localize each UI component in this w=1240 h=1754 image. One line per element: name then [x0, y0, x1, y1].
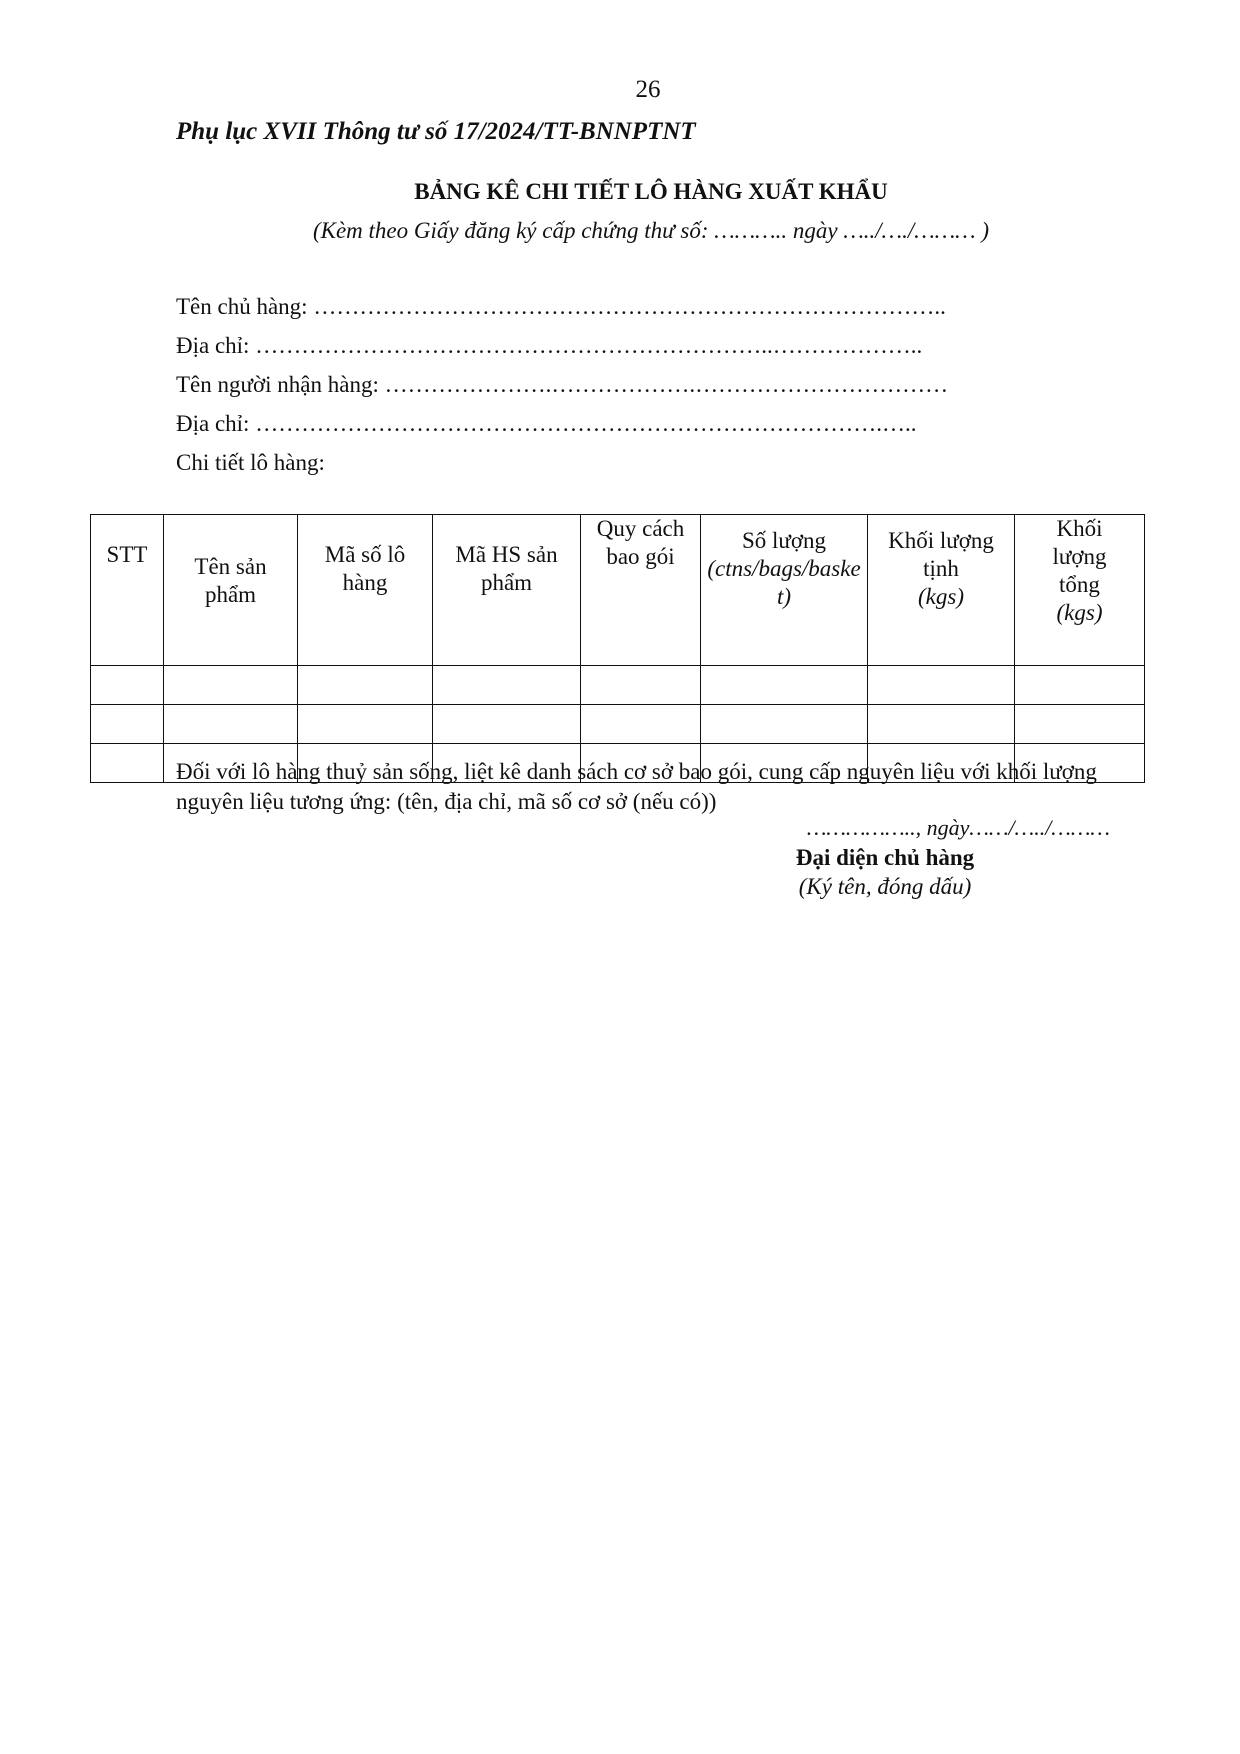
header-packing: Quy cách bao gói	[581, 515, 701, 666]
owner-name-field	[176, 294, 946, 320]
lot-details-label: Chi tiết lô hàng:	[176, 450, 325, 475]
document-subtitle: (Kèm theo Giấy đăng ký cấp chứng thư số: ……….. ngày …../…./……… )	[312, 218, 990, 243]
table-row	[91, 705, 1145, 744]
appendix-reference: Phụ lục XVII Thông tư số 17/2024/TT-BNNPTNT	[176, 118, 696, 145]
lot-details-heading	[176, 450, 325, 476]
consignee-address-dots: ……………………………………………………………………….…..	[255, 411, 917, 436]
table-cell[interactable]	[701, 666, 868, 705]
signature-date-line: …………….., ngày……/…../………	[806, 815, 1110, 840]
table-cell[interactable]	[581, 705, 701, 744]
table-cell[interactable]	[298, 666, 433, 705]
table-cell[interactable]	[298, 705, 433, 744]
table-cell[interactable]	[868, 705, 1015, 744]
table-cell[interactable]	[581, 666, 701, 705]
owner-name-dots: ………………………………………………………………………..	[313, 294, 946, 319]
document-title: BẢNG KÊ CHI TIẾT LÔ HÀNG XUẤT KHẨU	[414, 179, 888, 204]
header-net-weight	[868, 515, 1015, 666]
table-cell[interactable]	[91, 744, 164, 783]
shipment-detail-table	[90, 514, 1145, 783]
table-header-row	[91, 515, 1145, 666]
table-cell[interactable]	[701, 705, 868, 744]
header-gross-weight-label: Khối lượng tổng	[1052, 516, 1107, 597]
owner-address-dots: …………………………………………………………..………………..	[255, 333, 923, 358]
header-quantity-unit: (ctns/bags/basket)	[707, 556, 861, 609]
header-quantity-label: Số lượng	[741, 528, 827, 553]
header-stt: STT	[91, 515, 164, 666]
table-cell[interactable]	[164, 666, 298, 705]
table-cell[interactable]	[91, 666, 164, 705]
header-quantity	[701, 515, 868, 666]
table-cell[interactable]	[164, 705, 298, 744]
header-net-weight-label: Khối lượng tịnh	[888, 528, 994, 581]
table-cell[interactable]	[433, 666, 581, 705]
table-row	[91, 666, 1145, 705]
table-cell[interactable]	[868, 666, 1015, 705]
consignee-name-field	[176, 372, 948, 398]
header-gross-weight	[1015, 515, 1145, 666]
consignee-name-label: Tên người nhận hàng:	[176, 372, 385, 397]
table-cell[interactable]	[1015, 705, 1145, 744]
header-lot-code: Mã số lô hàng	[298, 515, 433, 666]
consignee-name-dots: ………………….……………….……………………………	[384, 372, 949, 397]
signature-title: Đại diện chủ hàng	[795, 845, 975, 870]
header-gross-weight-unit: (kgs)	[1056, 600, 1103, 625]
page-number: 26	[635, 76, 661, 103]
table-cell[interactable]	[91, 705, 164, 744]
consignee-address-label: Địa chỉ:	[176, 411, 256, 436]
consignee-address-field	[176, 411, 916, 437]
table-cell[interactable]	[1015, 666, 1145, 705]
live-seafood-note: Đối với lô hàng thuỷ sản sống, liệt kê danh sách cơ sở bao gói, cung cấp nguyên liệu với khối lượng nguyên liệu tương ứng: (tên, địa chỉ, mã số cơ sở (nếu có))	[176, 759, 1097, 814]
signature-note: (Ký tên, đóng dấu)	[798, 874, 972, 899]
header-product-name: Tên sản phẩm	[164, 515, 298, 666]
owner-address-field	[176, 333, 922, 359]
owner-address-label: Địa chỉ:	[176, 333, 256, 358]
header-net-weight-unit: (kgs)	[918, 584, 964, 609]
owner-name-label: Tên chủ hàng:	[176, 294, 314, 319]
header-hs-code: Mã HS sản phẩm	[433, 515, 581, 666]
table-cell[interactable]	[433, 705, 581, 744]
